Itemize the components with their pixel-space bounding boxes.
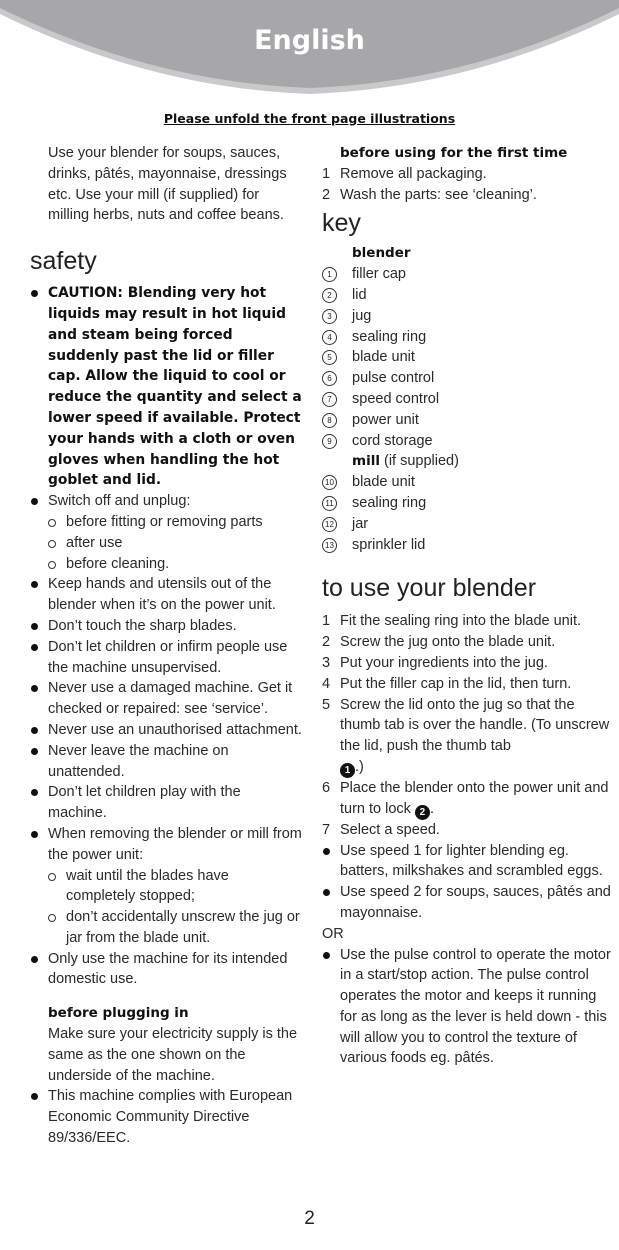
safety-item: When removing the blender or mill from the power unit: [30, 824, 302, 866]
use-step: 7 Select a speed. [322, 821, 440, 838]
circled-number-icon: 13 [322, 538, 337, 553]
key-item: 12 jar [322, 514, 612, 535]
safety-item: Don’t touch the sharp blades. [30, 616, 302, 637]
first-time-step: 1 Remove all packaging. [322, 165, 487, 182]
use-item: Use the pulse control to operate the motor in a start/stop action. The pulse control operates the motor and keeps it running for as long as the lever is held down - this will allow you to control the texture of various foods eg. pâtés. [322, 945, 612, 1070]
or-label: OR [322, 925, 344, 942]
use-step: 5 Screw the lid onto the jug so that the thumb tab is over the handle. (To unscrew the lid, push the thumb tab 1 .) [322, 696, 610, 776]
bullet-icon [323, 848, 330, 855]
plugging-item: This machine complies with European Economic Community Directive 89/336/EEC. [30, 1086, 302, 1148]
safety-item: Never use a damaged machine. Get it checked or repaired: see ‘service’. [30, 678, 302, 720]
bullet-icon [31, 581, 38, 588]
use-step: 2 Screw the jug onto the blade unit. [322, 634, 556, 651]
blender-heading: blender [352, 245, 411, 262]
circled-number-icon: 1 [322, 267, 337, 282]
safety-item: Keep hands and utensils out of the blender when it’s on the power unit. [30, 574, 302, 616]
bullet-icon [31, 748, 38, 755]
circled-number-icon: 4 [322, 330, 337, 345]
circle-bullet-icon [48, 540, 56, 548]
circled-number-icon: 8 [322, 413, 337, 428]
sub-item: before fitting or removing parts [30, 512, 302, 533]
bullet-icon [323, 889, 330, 896]
key-item: 11 sealing ring [322, 493, 612, 514]
safety-item: Never leave the machine on unattended. [30, 741, 302, 783]
use-step: 1 Fit the sealing ring into the blade unit. [322, 613, 582, 630]
circled-number-icon: 3 [322, 309, 337, 324]
circled-number-icon: 10 [322, 475, 337, 490]
circled-number-icon: 5 [322, 350, 337, 365]
key-item: 7 speed control [322, 389, 612, 410]
key-item: 5 blade unit [322, 347, 612, 368]
bullet-icon [31, 727, 38, 734]
caution-item: CAUTION: Blending very hot liquids may result in hot liquid and steam being forced suddenly past the lid or filler cap. Allow the liquid to cool or reduce the quantity and select a lower speed if available. Protect your hands with a cloth or oven gloves when handling the hot goblet and lid. [30, 283, 302, 491]
key-item: 10 blade unit [322, 472, 612, 493]
circled-number-icon: 9 [322, 434, 337, 449]
key-item: 4 sealing ring [322, 327, 612, 348]
key-item: 2 lid [322, 285, 612, 306]
bullet-icon [31, 644, 38, 651]
key-item: 8 power unit [322, 410, 612, 431]
use-item: Use speed 1 for lighter blending eg. batters, milkshakes and scrambled eggs. [322, 841, 612, 883]
circled-number-icon: 11 [322, 496, 337, 511]
use-step: 6 Place the blender onto the power unit and turn to lock 2 . [322, 779, 609, 818]
circled-number-icon: 6 [322, 371, 337, 386]
bullet-icon [31, 623, 38, 630]
use-step: 4 Put the filler cap in the lid, then turn. [322, 675, 572, 692]
bullet-icon [323, 952, 330, 959]
use-heading: to use your blender [322, 574, 537, 603]
safety-item: Never use an unauthorised attachment. [30, 720, 302, 741]
circled-number-icon: 7 [322, 392, 337, 407]
plugging-text: Make sure your electricity supply is the same as the one shown on the underside of the machine. [48, 1026, 298, 1084]
plugging-heading: before plugging in [48, 1005, 189, 1022]
circle-bullet-icon [48, 914, 56, 922]
circled-number-icon: 2 [322, 288, 337, 303]
bullet-icon [31, 956, 38, 963]
figure-1-icon: 1 [340, 763, 355, 778]
bullet-icon [31, 1093, 38, 1100]
safety-item: Don’t let children play with the machine. [30, 782, 302, 824]
right-column [322, 143, 612, 1069]
intro-paragraph: Use your blender for soups, sauces, drinks, pâtés, mayonnaise, dressings etc. Use your mill (if supplied) for milling herbs, nuts and coffee beans. [48, 145, 287, 224]
first-time-heading: before using for the first time [340, 145, 568, 161]
bullet-icon [31, 685, 38, 692]
bullet-icon [31, 290, 38, 297]
key-item: 9 cord storage [322, 431, 612, 452]
circled-number-icon: 12 [322, 517, 337, 532]
unfold-note: Please unfold the front page illustrations [163, 111, 456, 126]
sub-item: after use [30, 533, 302, 554]
use-item: Use speed 2 for soups, sauces, pâtés and mayonnaise. [322, 882, 612, 924]
key-heading: key [322, 209, 361, 238]
key-item: 6 pulse control [322, 368, 612, 389]
bullet-icon [31, 831, 38, 838]
key-item: 1 filler cap [322, 264, 612, 285]
language-title: English [254, 25, 365, 56]
figure-2-icon: 2 [415, 805, 430, 820]
circle-bullet-icon [48, 873, 56, 881]
use-step: 3 Put your ingredients into the jug. [322, 654, 548, 671]
circle-bullet-icon [48, 519, 56, 527]
safety-heading: safety [30, 247, 97, 276]
key-item: 13 sprinkler lid [322, 535, 612, 556]
key-item: 3 jug [322, 306, 612, 327]
circle-bullet-icon [48, 561, 56, 569]
sub-item: don’t accidentally unscrew the jug or jar from the blade unit. [30, 907, 302, 949]
page-number: 2 [304, 1208, 315, 1229]
safety-item: Don’t let children or infirm people use the machine unsupervised. [30, 637, 302, 679]
left-column [30, 143, 302, 1149]
mill-heading: mill (if supplied) [352, 453, 459, 470]
bullet-icon [31, 789, 38, 796]
bullet-icon [31, 498, 38, 505]
sub-item: wait until the blades have completely stopped; [30, 866, 302, 908]
sub-item: before cleaning. [30, 554, 302, 575]
first-time-step: 2 Wash the parts: see ‘cleaning’. [322, 186, 537, 203]
safety-item: Only use the machine for its intended domestic use. [30, 949, 302, 991]
safety-item-switch-off: Switch off and unplug: [30, 491, 302, 512]
